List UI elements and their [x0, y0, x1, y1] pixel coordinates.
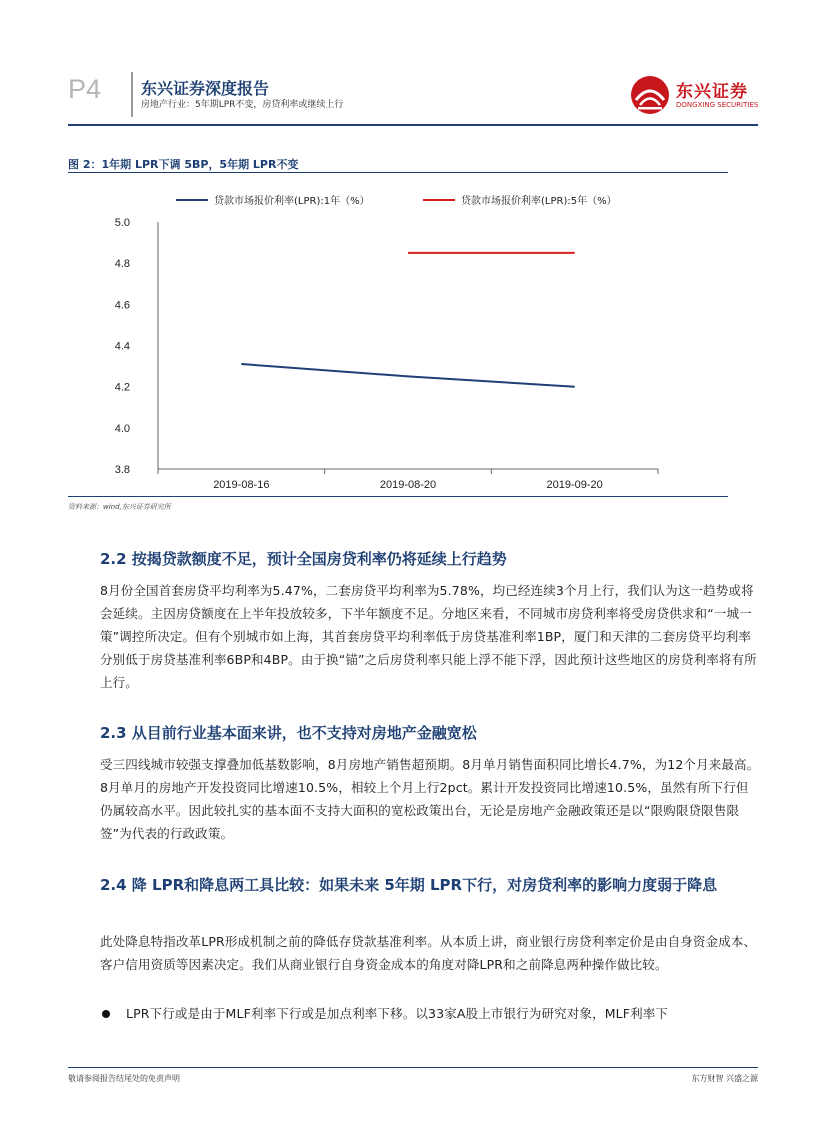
y-tick-label: 4.2 — [114, 381, 130, 394]
chart-series — [241, 253, 575, 387]
y-tick-label: 5.0 — [114, 217, 130, 229]
y-tick-label: 3.8 — [114, 464, 130, 476]
x-tick-label: 2019-08-20 — [379, 479, 437, 491]
footer-rule — [68, 1067, 758, 1068]
header-divider — [131, 72, 133, 117]
logo-chinese: 东兴证券 — [676, 82, 748, 102]
page-number: P4 — [68, 74, 102, 104]
section-2-4-title: 2.4 降 LPR和降息两工具比较：如果未来 5年期 LPR下行，对房贷利率的影响力度弱于降息 — [100, 876, 718, 894]
section-2-2-title: 2.2 按揭贷款额度不足，预计全国房贷利率仍将延续上行趋势 — [100, 550, 507, 568]
section-2-3-title: 2.3 从目前行业基本面来讲，也不支持对房地产金融宽松 — [100, 724, 477, 742]
footer-disclaimer: 敬请参阅报告结尾处的免责声明 — [68, 1074, 180, 1083]
footer-slogan: 东方财智 兴盛之源 — [691, 1074, 758, 1083]
figure-top-rule — [68, 172, 728, 173]
report-subtitle: 房地产行业：5年期LPR不变，房贷利率或继续上行 — [141, 100, 344, 110]
section-2-4-bullet: LPR下行或是由于MLF利率下行或是加点利率下移。以33家A股上市银行为研究对象，MLF利率下 — [126, 1006, 669, 1021]
legend-label-2: 贷款市场报价利率(LPR):5年（%） — [461, 196, 617, 207]
chart-axes — [115, 217, 658, 491]
x-tick-label: 2019-09-20 — [546, 479, 603, 491]
section-2-4-paragraph: 此处降息特指改革LPR形成机制之前的降低存贷款基准利率。从本质上讲，商业银行房贷利率定价是由自身资金成本、客户信用资质等因素决定。我们从商业银行自身资金成本的角度对降LPR和之前降息两种操作做比较。 — [100, 934, 757, 972]
chart-legend — [176, 194, 617, 207]
y-tick-label: 4.4 — [114, 340, 130, 353]
x-tick-label: 2019-08-16 — [213, 479, 270, 491]
y-tick-label: 4.8 — [114, 258, 130, 271]
section-2-2-paragraph: 8月份全国首套房贷平均利率为5.47%，二套房贷平均利率为5.78%，均已经连续3个月上行，我们认为这一趋势或将会延续。主因房贷额度在上半年投放较多，下半年额度不足。分地区来看，不同城市房贷利率将受房贷供求和“一城一策”调控所决定。但有个别城市如上海，其首套房贷平均利率低于房贷基准利率1BP，厦门和天津的二套房贷平均利率分别低于房贷基准利率6BP和4BP。由于换“锚”之后房贷利率只能上浮不能下浮，因此预计这些地区的房贷利率将有所上行。 — [100, 583, 757, 690]
logo-english: DONGXING SECURITIES — [676, 101, 759, 109]
header-rule — [68, 124, 758, 126]
series-line-1 — [241, 364, 574, 387]
report-title: 东兴证券深度报告 — [141, 79, 270, 98]
y-tick-label: 4.6 — [114, 299, 130, 312]
legend-label-1: 贷款市场报价利率(LPR):1年（%） — [214, 196, 370, 207]
figure-source: 资料来源：wind,东兴证券研究所 — [68, 503, 171, 511]
figure-bottom-rule — [68, 496, 728, 497]
bullet-icon — [102, 1010, 110, 1018]
section-2-3-paragraph: 受三四线城市较强支撑叠加低基数影响，8月房地产销售超预期。8月单月销售面积同比增长4.7%，为12个月来最高。8月单月的房地产开发投资同比增速10.5%，相较上个月上行2pct。累计开发投资同比增速10.5%，虽然有所下行但仍属较高水平。因此较扎实的基本面不支持大面积的宽松政策出台，无论是房地产金融政策还是以“限购限贷限售限签”为代表的行政政策。 — [100, 757, 760, 841]
y-tick-label: 4.0 — [114, 422, 130, 435]
lpr-line-chart — [68, 178, 728, 494]
figure-title: 图 2：1年期 LPR下调 5BP，5年期 LPR不变 — [68, 158, 299, 171]
